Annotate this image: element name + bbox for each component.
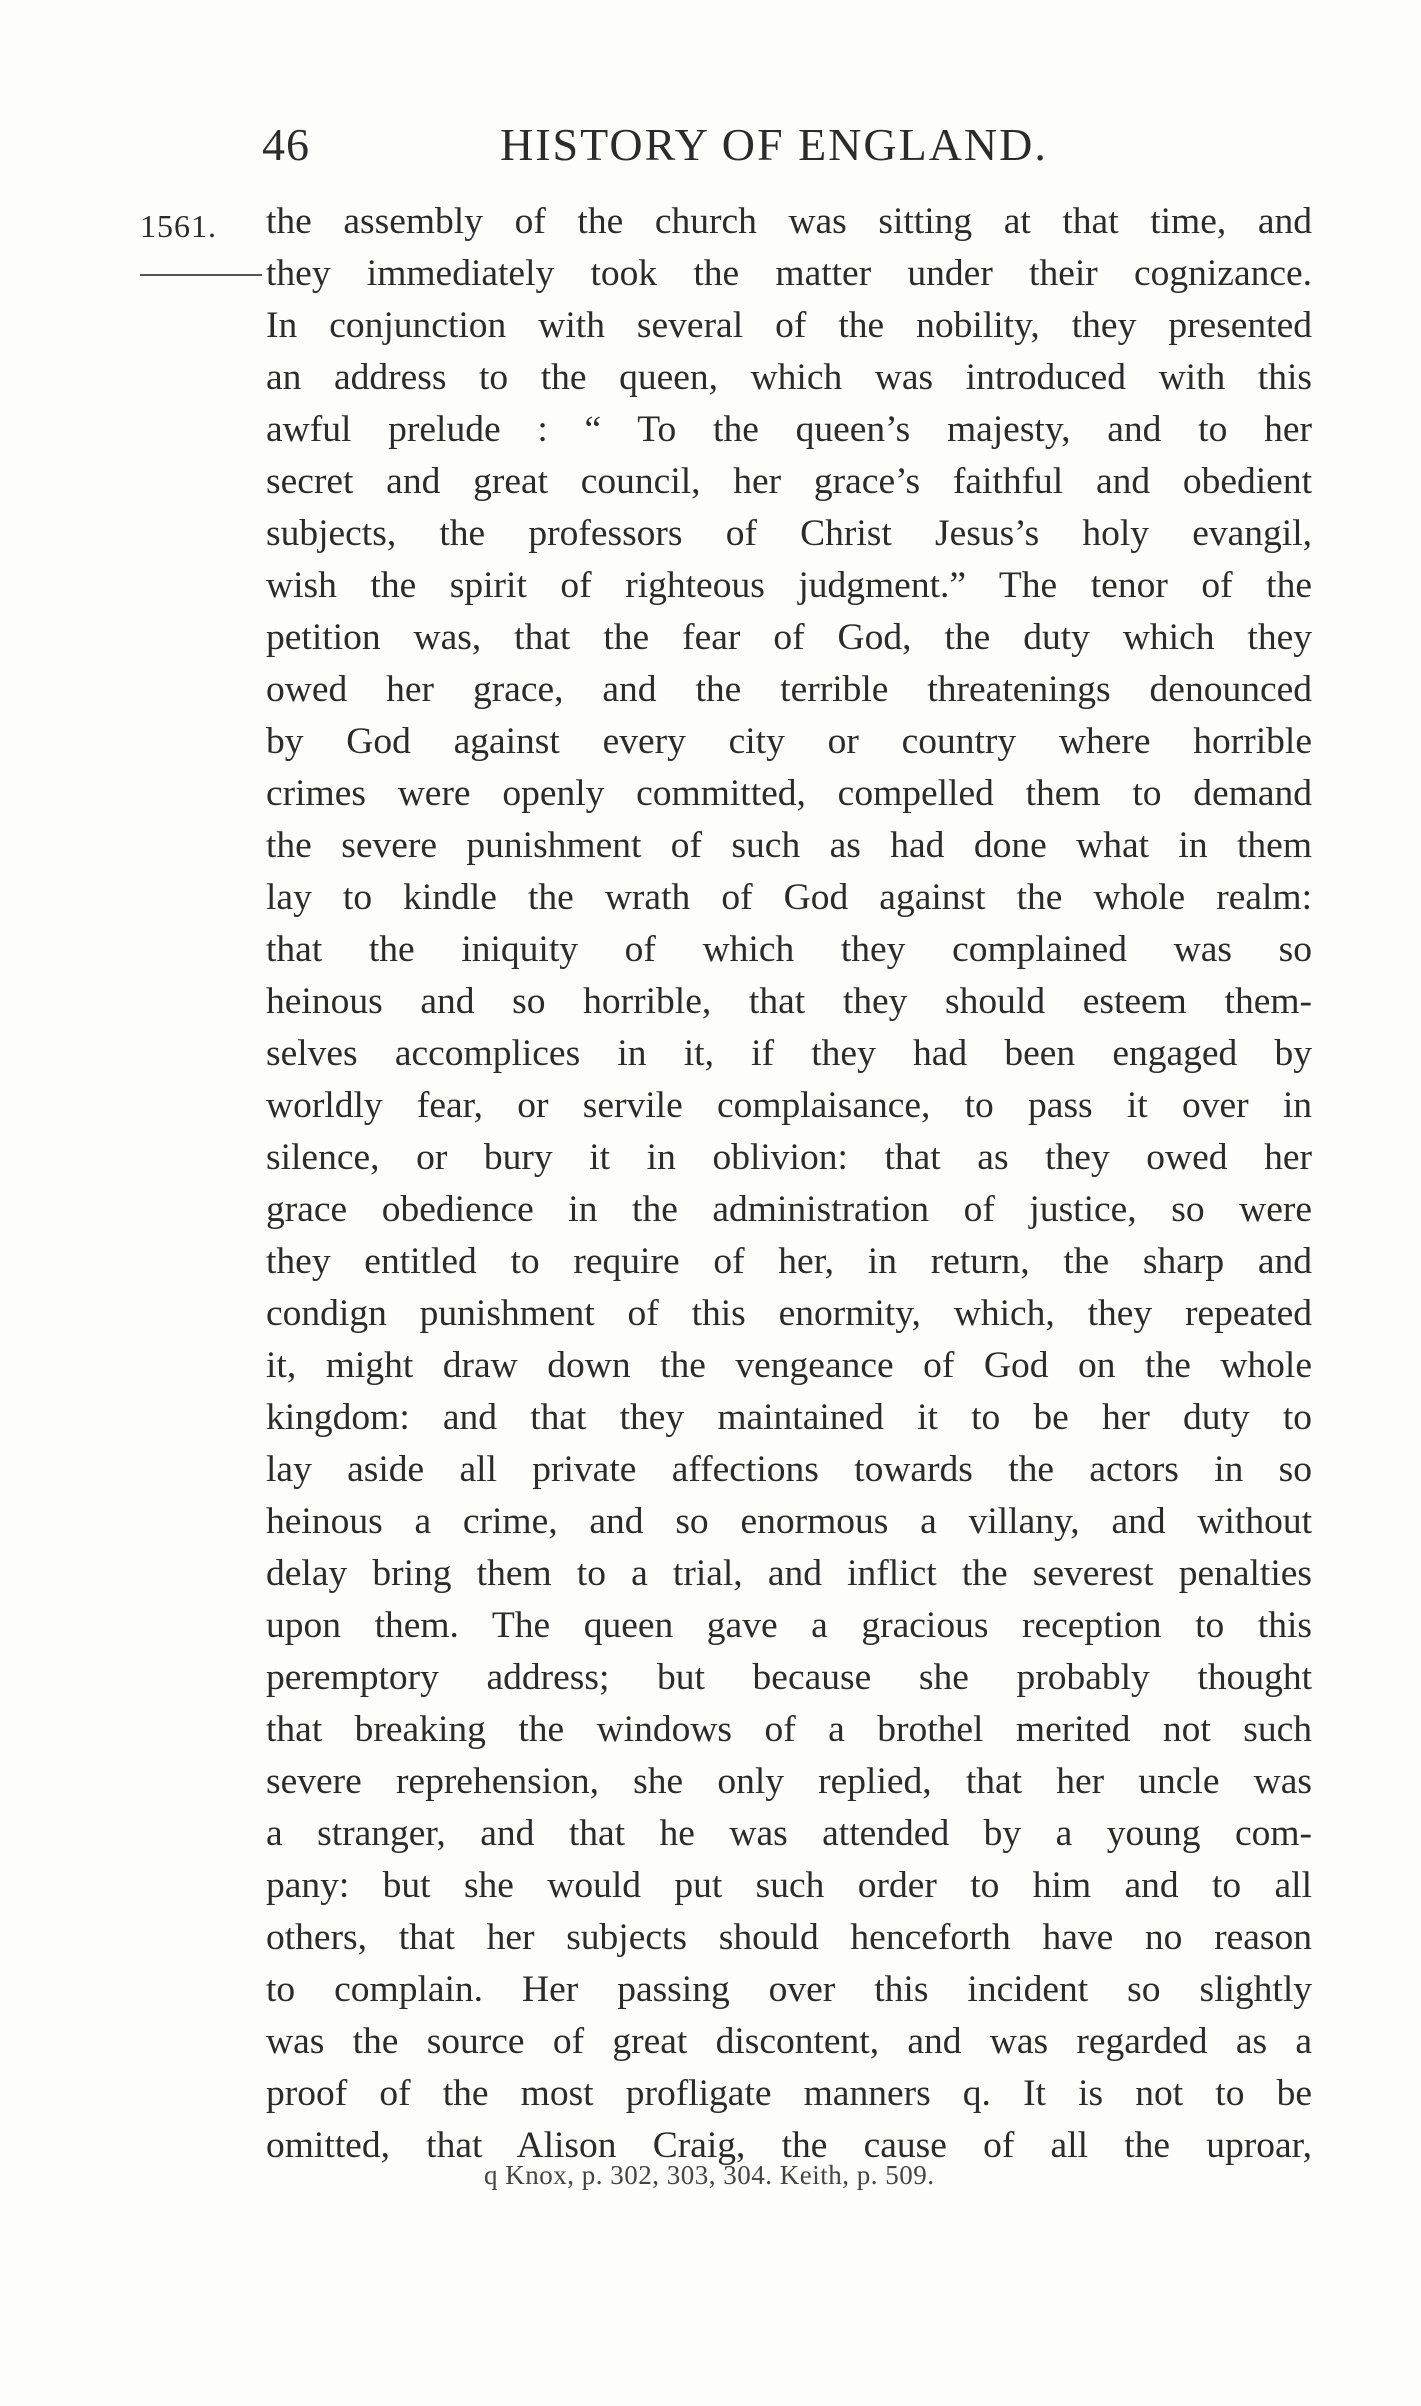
text-line: subjects, the professors of Christ Jesus’s holy evangil, [266,513,1312,554]
text-line: omitted, that Alison Craig, the cause of all the uproar, [266,2125,1312,2166]
footnote: q Knox, p. 302, 303, 304. Keith, p. 509. [484,2160,935,2190]
text-line: proof of the most profligate manners q. It is not to be [266,2073,1312,2114]
text-line: crimes were openly committed, compelled them to demand [266,773,1312,814]
text-line: kingdom: and that they maintained it to be her duty to [266,1397,1312,1438]
margin-year: 1561. [140,208,217,244]
text-line: delay bring them to a trial, and inflict the severest penalties [266,1553,1312,1594]
text-line: lay aside all private affections towards the actors in so [266,1449,1312,1490]
text-line: others, that her subjects should henceforth have no reason [266,1917,1312,1958]
text-line: pany: but she would put such order to him and to all [266,1865,1312,1906]
text-line: the severe punishment of such as had done what in them [266,825,1312,866]
margin-rule [140,274,262,276]
text-line: was the source of great discontent, and was regarded as a [266,2021,1312,2062]
text-line: it, might draw down the vengeance of God on the whole [266,1345,1312,1386]
text-line: severe reprehension, she only replied, that her uncle was [266,1761,1312,1802]
text-line: they entitled to require of her, in return, the sharp and [266,1241,1312,1282]
text-line: that breaking the windows of a brothel merited not such [266,1709,1312,1750]
text-line: worldly fear, or servile complaisance, to pass it over in [266,1085,1312,1126]
page-number: 46 [262,119,310,170]
text-line: they immediately took the matter under their cognizance. [266,253,1312,294]
text-line: the assembly of the church was sitting at that time, and [266,201,1312,242]
text-line: condign punishment of this enormity, which, they repeated [266,1293,1312,1334]
text-line: lay to kindle the wrath of God against the whole realm: [266,877,1312,918]
text-line: selves accomplices in it, if they had been engaged by [266,1033,1312,1074]
text-line: heinous a crime, and so enormous a villany, and without [266,1501,1312,1542]
running-title: HISTORY OF ENGLAND. [500,119,1048,170]
text-line: silence, or bury it in oblivion: that as they owed her [266,1137,1312,1178]
text-line: secret and great council, her grace’s faithful and obedient [266,461,1312,502]
text-line: grace obedience in the administration of justice, so were [266,1189,1312,1230]
text-line: wish the spirit of righteous judgment.” The tenor of the [266,565,1312,606]
text-line: awful prelude : “ To the queen’s majesty, and to her [266,409,1312,450]
text-line: In conjunction with several of the nobility, they presented [266,305,1312,346]
text-line: peremptory address; but because she probably thought [266,1657,1312,1698]
text-line: an address to the queen, which was introduced with this [266,357,1312,398]
running-head [262,118,1092,178]
text-line: petition was, that the fear of God, the duty which they [266,617,1312,658]
text-line: by God against every city or country where horrible [266,721,1312,762]
text-line: to complain. Her passing over this incident so slightly [266,1969,1312,2010]
text-line: a stranger, and that he was attended by a young com- [266,1813,1312,1854]
text-line: heinous and so horrible, that they should esteem them- [266,981,1312,1022]
text-line: owed her grace, and the terrible threatenings denounced [266,669,1312,710]
body-text [266,196,1312,2172]
text-line: that the iniquity of which they complained was so [266,929,1312,970]
text-line: upon them. The queen gave a gracious reception to this [266,1605,1312,1646]
